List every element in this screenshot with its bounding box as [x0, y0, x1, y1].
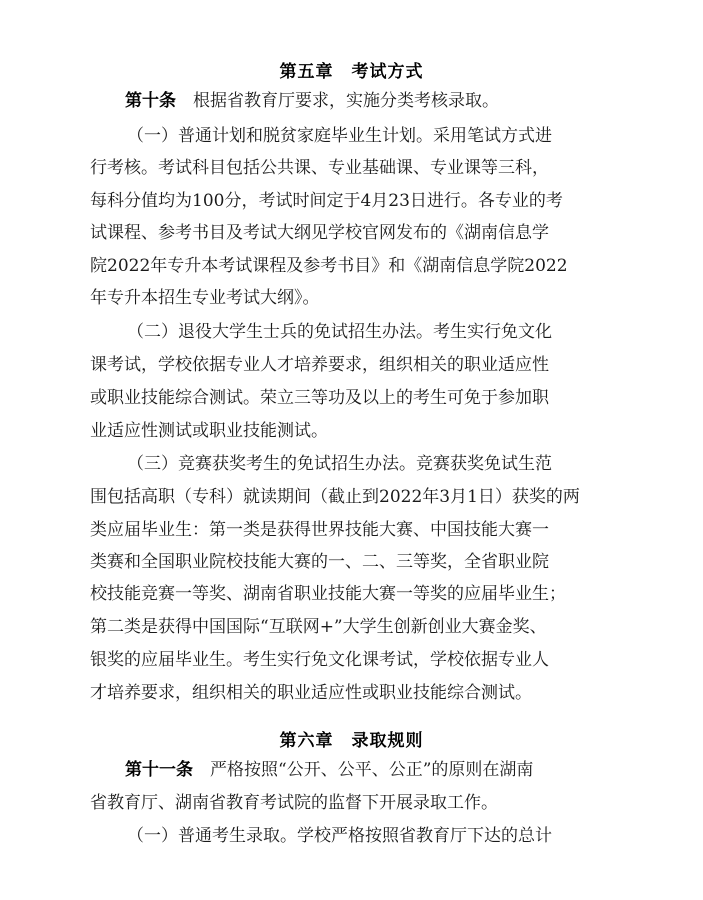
article-10-intro: 根据省教育厅要求，实施分类考核录取。	[176, 91, 499, 111]
chapter-5-heading: 第五章 考试方式	[279, 62, 424, 82]
paragraph-line: 或职业技能综合测试。荣立三等功及以上的考生可免于参加职	[90, 388, 549, 408]
paragraph-line: 才培养要求，组织相关的职业适应性或职业技能综合测试。	[90, 683, 532, 703]
paragraph-line: 业适应性测试或职业技能测试。	[90, 421, 328, 441]
article-10-line	[125, 91, 499, 111]
paragraph-line: （三）竞赛获奖考生的免试招生办法。竞赛获奖免试生范	[127, 454, 552, 474]
paragraph-line: （一）普通计划和脱贫家庭毕业生计划。采用笔试方式进	[127, 126, 552, 146]
paragraph-line: 校技能竞赛一等奖、湖南省职业技能大赛一等奖的应届毕业生；	[90, 584, 566, 604]
paragraph-line: 课考试，学校依据专业人才培养要求，组织相关的职业适应性	[90, 355, 549, 375]
paragraph-line: 行考核。考试科目包括公共课、专业基础课、专业课等三科，	[90, 158, 549, 178]
paragraph-line: 类赛和全国职业院校技能大赛的一、二、三等奖，全省职业院	[90, 552, 549, 572]
paragraph-line: 类应届毕业生：第一类是获得世界技能大赛、中国技能大赛一	[90, 520, 549, 540]
article-11-line	[125, 760, 533, 780]
article-10-label: 第十条	[125, 91, 176, 111]
article-11-label: 第十一条	[125, 760, 193, 780]
paragraph-line: 每科分值均为100分，考试时间定于4月23日进行。各专业的考	[90, 191, 563, 211]
paragraph-line: 围包括高职（专科）就读期间（截止到2022年3月1日）获奖的两	[90, 487, 580, 507]
paragraph-line: （二）退役大学生士兵的免试招生办法。考生实行免文化	[127, 322, 552, 342]
paragraph-line: 省教育厅、湖南省教育考试院的监督下开展录取工作。	[90, 793, 498, 813]
paragraph-line: 第二类是获得中国国际“互联网+”大学生创新创业大赛金奖、	[90, 617, 547, 637]
paragraph-line: 银奖的应届毕业生。考生实行免文化课考试，学校依据专业人	[90, 650, 549, 670]
paragraph-line: 院2022年专升本考试课程及参考书目》和《湖南信息学院2022	[90, 256, 568, 276]
chapter-6-heading: 第六章 录取规则	[279, 731, 424, 751]
article-11-intro: 严格按照“公开、公平、公正”的原则在湖南	[193, 760, 534, 780]
paragraph-line: 试课程、参考书目及考试大纲见学校官网发布的《湖南信息学	[90, 223, 549, 243]
paragraph-line: （一）普通考生录取。学校严格按照省教育厅下达的总计	[127, 826, 552, 846]
paragraph-line: 年专升本招生专业考试大纲》。	[90, 288, 320, 308]
